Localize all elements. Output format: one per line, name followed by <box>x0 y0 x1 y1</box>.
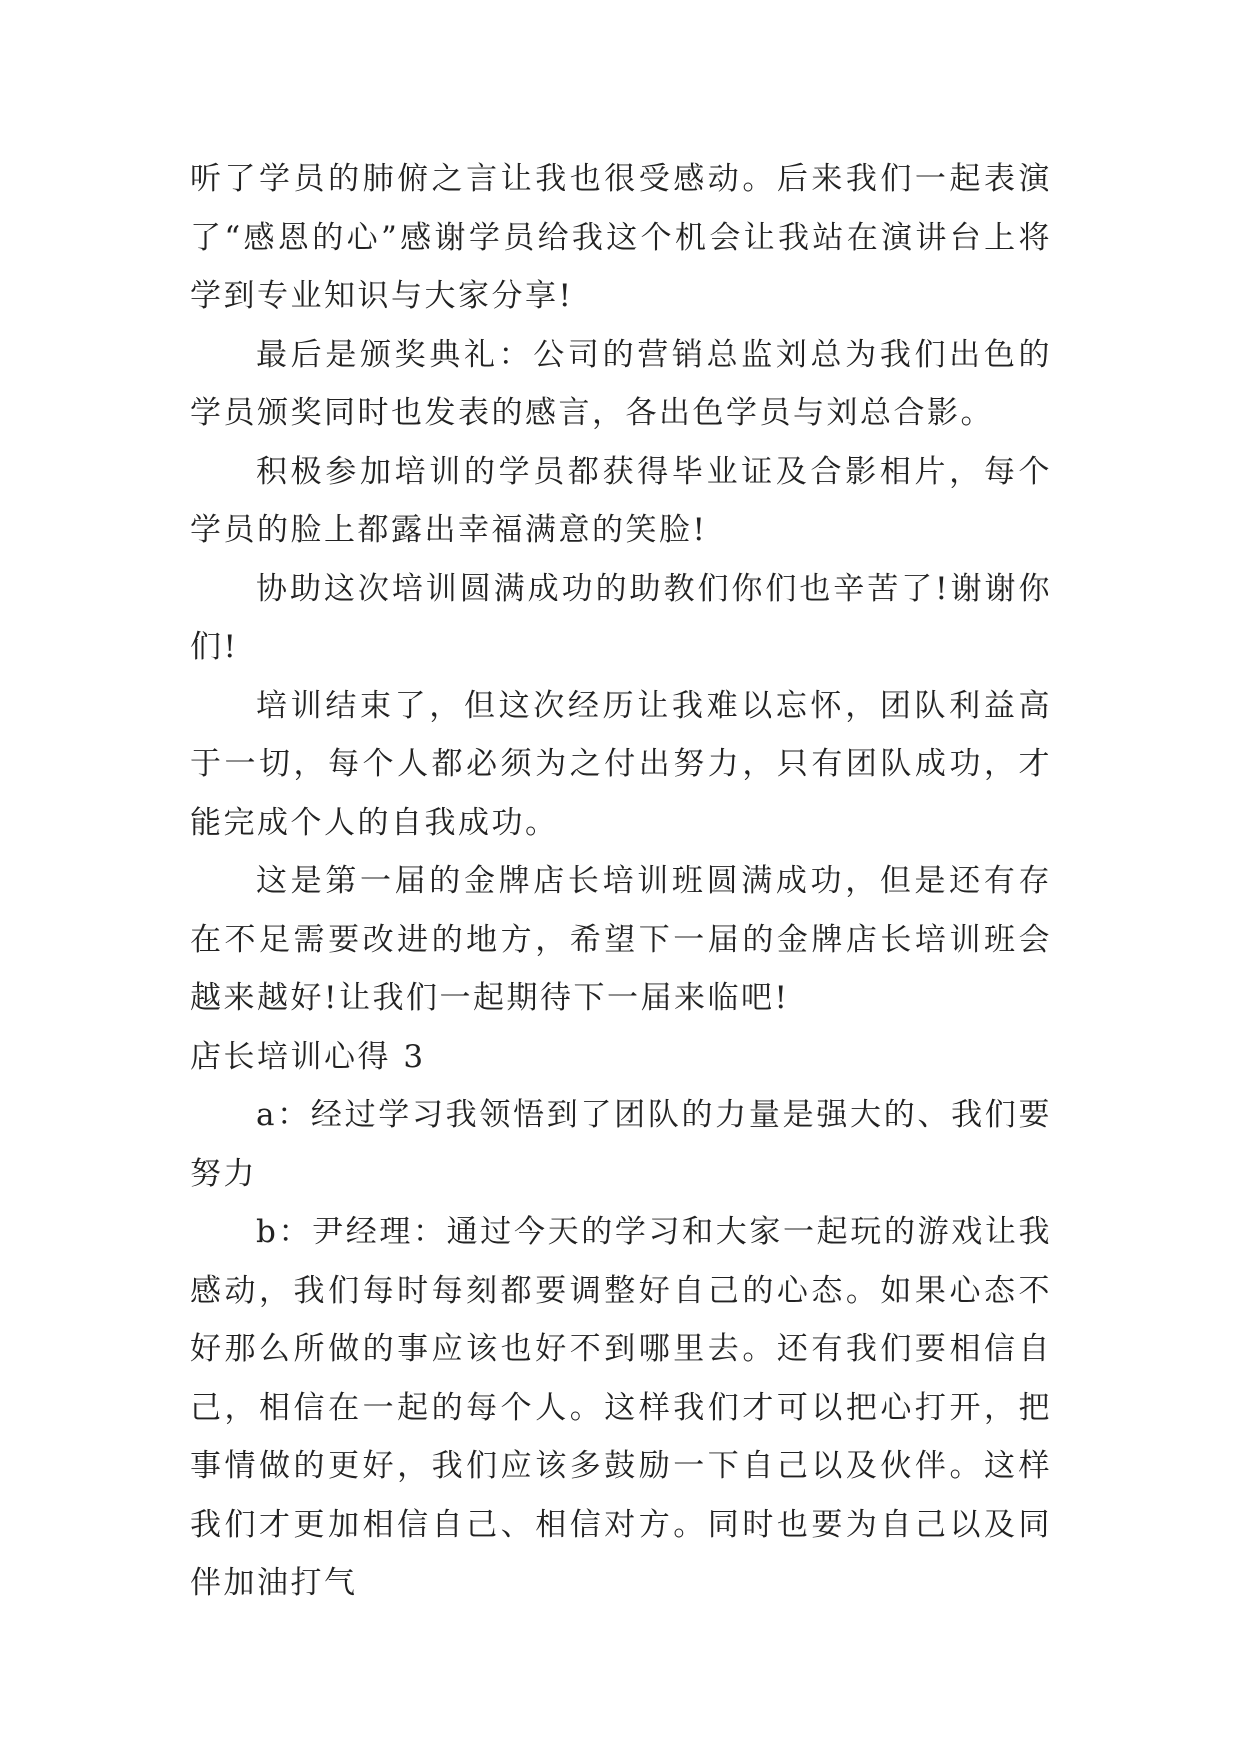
paragraph: 这是第一届的金牌店长培训班圆满成功，但是还有存在不足需要改进的地方，希望下一届的金牌店长培训班会越来越好!让我们一起期待下一届来临吧! <box>190 863 1052 1016</box>
paragraph: a：经过学习我领悟到了团队的力量是强大的、我们要努力 <box>190 1097 1052 1192</box>
paragraph: 听了学员的肺俯之言让我也很受感动。后来我们一起表演了“感恩的心”感谢学员给我这个机会让我站在演讲台上将学到专业知识与大家分享! <box>190 161 1052 314</box>
paragraph: 最后是颁奖典礼：公司的营销总监刘总为我们出色的学员颁奖同时也发表的感言，各出色学员与刘总合影。 <box>190 336 1052 431</box>
document-body <box>190 150 1052 1613</box>
paragraph: 积极参加培训的学员都获得毕业证及合影相片，每个学员的脸上都露出幸福满意的笑脸! <box>190 453 1052 548</box>
paragraph: b：尹经理：通过今天的学习和大家一起玩的游戏让我感动，我们每时每刻都要调整好自己的心态。如果心态不好那么所做的事应该也好不到哪里去。还有我们要相信自己，相信在一起的每个人。这样我们才可以把心打开，把事情做的更好，我们应该多鼓励一下自己以及伙伴。这样我们才更加相信自己、相信对方。同时也要为自己以及同伴加油打气 <box>190 1214 1052 1601</box>
section-heading: 店长培训心得 3 <box>190 1038 426 1075</box>
paragraph: 培训结束了，但这次经历让我难以忘怀，团队利益高于一切，每个人都必须为之付出努力，只有团队成功，才能完成个人的自我成功。 <box>190 687 1052 841</box>
paragraph: 协助这次培训圆满成功的助教们你们也辛苦了!谢谢你们! <box>190 570 1052 665</box>
